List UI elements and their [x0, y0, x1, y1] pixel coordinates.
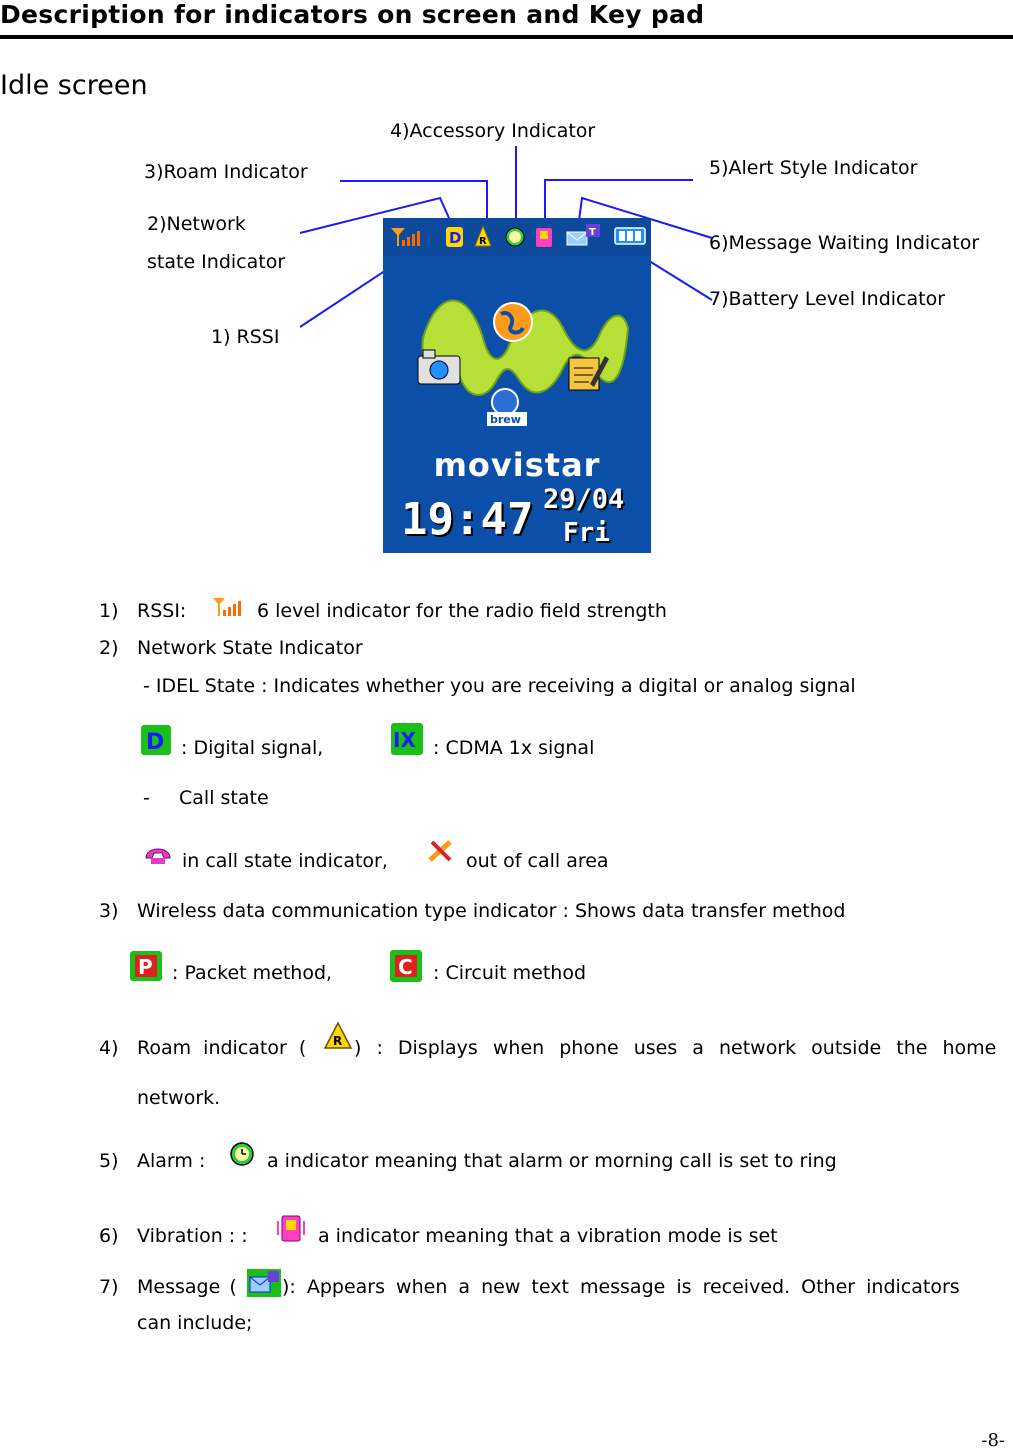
out-of-call-icon — [424, 836, 458, 868]
roam-r-icon — [322, 1020, 354, 1052]
in-call-icon — [142, 838, 174, 868]
digital-d-icon — [140, 724, 172, 756]
item-6-text-b: a indicator meaning that a vibration mode is set — [318, 1225, 778, 1247]
section-title: Idle screen — [0, 70, 148, 101]
item-7-text-b: ): Appears when a new text message is received. Other indicators — [282, 1276, 960, 1298]
callout-battery: 7)Battery Level Indicator — [709, 288, 946, 310]
item-7-number: 7) — [99, 1276, 119, 1298]
item-7-text-a: Message ( — [137, 1276, 237, 1298]
item-2-digital: : Digital signal, — [181, 737, 324, 759]
svg-text:T: T — [589, 227, 596, 238]
phone-brand: movistar — [433, 446, 601, 484]
item-2-dash: - — [143, 787, 150, 809]
signal-icon — [391, 228, 420, 246]
item-3-packet: : Packet method, — [172, 962, 333, 984]
svg-text:D: D — [146, 730, 165, 755]
svg-text:R: R — [333, 1034, 343, 1048]
item-2-call: Call state — [179, 787, 269, 809]
item-1-text: 6 level indicator for the radio field strength — [257, 600, 667, 622]
callout-network-line2: state Indicator — [147, 251, 286, 273]
message-icon — [246, 1268, 282, 1298]
brew-icon — [487, 389, 527, 426]
battery-icon — [615, 228, 645, 244]
item-5-number: 5) — [99, 1150, 119, 1172]
item-2-incall: in call state indicator, — [182, 850, 388, 872]
item-3-number: 3) — [99, 900, 119, 922]
alarm-clock-icon — [227, 1138, 257, 1168]
phone-day: Fri — [563, 518, 610, 548]
vibrate-icon — [276, 1213, 306, 1245]
item-4-text-c: network. — [137, 1087, 221, 1109]
alert-line — [545, 180, 693, 222]
page-title: Description for indicators on screen and Key pad — [0, 0, 705, 29]
item-2-cdma: : CDMA 1x signal — [433, 737, 595, 759]
callout-message: 6)Message Waiting Indicator — [709, 232, 980, 254]
item-4-number: 4) — [99, 1037, 119, 1059]
phone-date: 29/04 — [543, 484, 625, 515]
roam-line — [340, 181, 487, 222]
item-6-number: 6) — [99, 1225, 119, 1247]
svg-text:C: C — [398, 955, 413, 979]
callout-rssi: 1) RSSI — [211, 326, 280, 348]
callout-accessory: 4)Accessory Indicator — [390, 120, 596, 142]
svg-text:brew: brew — [490, 413, 521, 426]
phone-clock: 19:47 — [401, 494, 534, 545]
item-5-text-b: a indicator meaning that alarm or morning call is set to ring — [267, 1150, 837, 1172]
item-2-outcall: out of call area — [466, 850, 609, 872]
item-5-text-a: Alarm : — [137, 1150, 206, 1172]
circuit-c-icon — [389, 949, 423, 983]
signal-icon — [211, 596, 245, 620]
svg-text:R: R — [479, 236, 487, 247]
packet-p-icon — [129, 950, 163, 982]
item-1-label: RSSI: — [137, 600, 187, 622]
page-number: -8- — [981, 1430, 1005, 1451]
item-2-idle: - IDEL State : Indicates whether you are receiving a digital or analog signal — [143, 675, 856, 697]
item-6-text-a: Vibration : : — [137, 1225, 248, 1247]
item-7-text-c: can include; — [137, 1312, 253, 1334]
item-4-text-a: Roam indicator ( — [137, 1037, 307, 1059]
item-2-number: 2) — [99, 637, 119, 659]
phone-screen — [383, 218, 651, 553]
item-3-text: Wireless data communication type indicator : Shows data transfer method — [137, 900, 846, 922]
svg-text:P: P — [138, 955, 153, 979]
svg-text:IX: IX — [393, 728, 416, 752]
item-3-circuit: : Circuit method — [433, 962, 587, 984]
cdma-1x-icon — [390, 722, 424, 756]
item-2-text: Network State Indicator — [137, 637, 363, 659]
item-4-text-b: ) : Displays when phone uses a network outside the home — [354, 1037, 997, 1059]
callout-network-line1: 2)Network — [147, 213, 246, 235]
callout-roam: 3)Roam Indicator — [144, 161, 308, 183]
item-1-number: 1) — [99, 600, 119, 622]
callout-alert: 5)Alert Style Indicator — [709, 157, 918, 179]
svg-text:D: D — [449, 229, 462, 247]
